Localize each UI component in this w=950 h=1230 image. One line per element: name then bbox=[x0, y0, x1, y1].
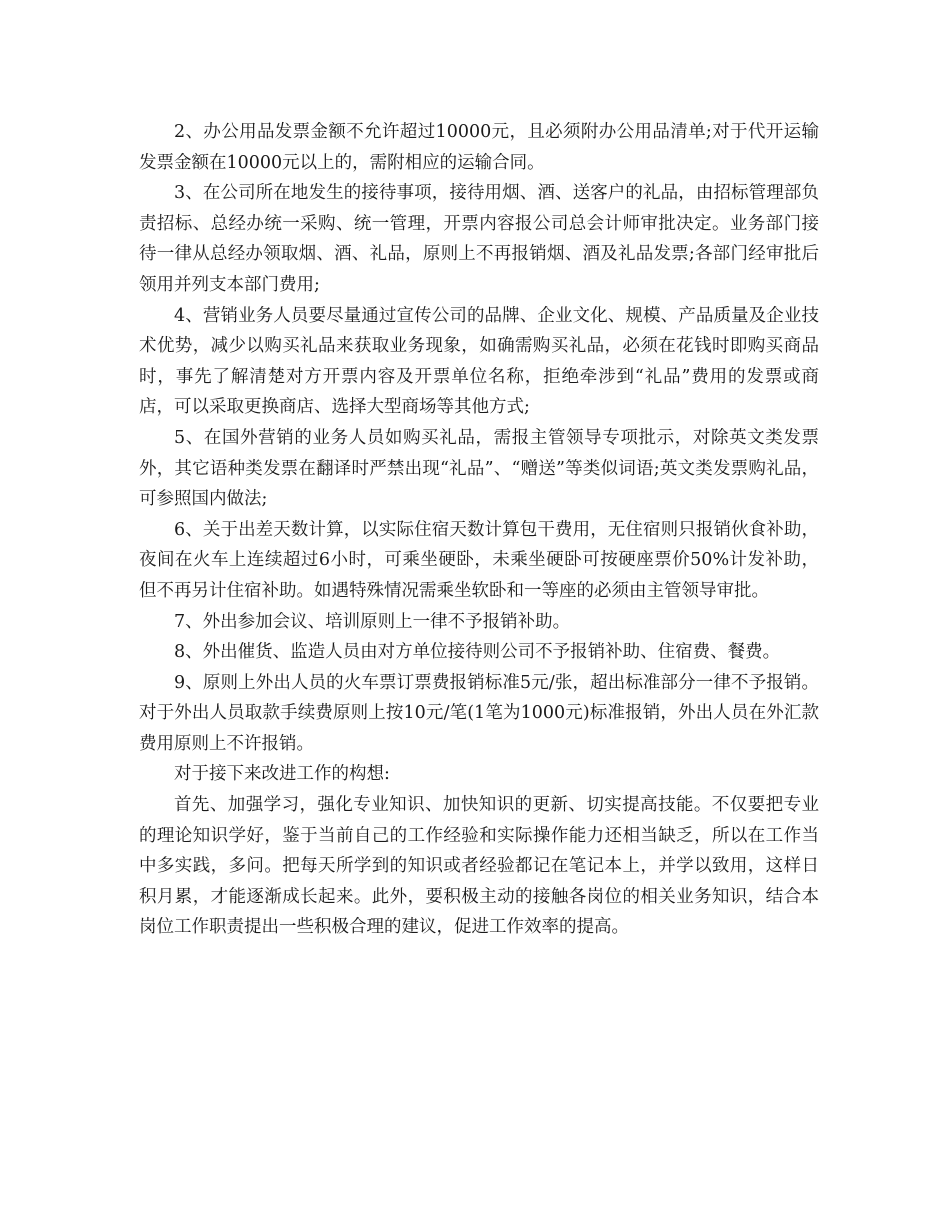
paragraph-item-6: 6、关于出差天数计算，以实际住宿天数计算包干费用，无住宿则只报销伙食补助，夜间在火车上连续超过6小时，可乘坐硬卧，未乘坐硬卧可按硬座票价50%计发补助，但不再另计住宿补助。如遇特殊情况需乘坐软卧和一等座的必须由主管领导审批。 bbox=[139, 519, 819, 601]
paragraph-item-8: 8、外出催货、监造人员由对方单位接待则公司不予报销补助、住宿费、餐费。 bbox=[174, 642, 781, 663]
paragraph-item-9: 9、原则上外出人员的火车票订票费报销标准5元/张，超出标准部分一律不予报销。对于外出人员取款手续费原则上按10元/笔(1笔为1000元)标准报销，外出人员在外汇款费用原则上不许报销。 bbox=[139, 672, 819, 754]
improvement-heading: 对于接下来改进工作的构想: bbox=[174, 764, 390, 785]
paragraph-item-5: 5、在国外营销的业务人员如购买礼品，需报主管领导专项批示，对除英文类发票外，其它语种类发票在翻译时严禁出现“礼品”、“赠送”等类似词语;英文类发票购礼品，可参照国内做法; bbox=[139, 427, 819, 510]
improvement-paragraph: 首先、加强学习，强化专业知识、加快知识的更新、切实提高技能。不仅要把专业的理论知识学好，鉴于当前自己的工作经验和实际操作能力还相当缺乏，所以在工作当中多实践，多问。把每天所学到的知识或者经验都记在笔记本上，并学以致用，这样日积月累，才能逐渐成长起来。此外，要积极主动的接触各岗位的相关业务知识，结合本岗位工作职责提出一些积极合理的建议，促进工作效率的提高。 bbox=[139, 795, 819, 938]
paragraph-item-3: 3、在公司所在地发生的接待事项，接待用烟、酒、送客户的礼品，由招标管理部负责招标、总经办统一采购、统一管理，开票内容报公司总会计师审批决定。业务部门接待一律从总经办领取烟、酒、礼品，原则上不再报销烟、酒及礼品发票;各部门经审批后领用并列支本部门费用; bbox=[139, 183, 819, 295]
document-body bbox=[139, 117, 819, 943]
paragraph-item-7: 7、外出参加会议、培训原则上一律不予报销补助。 bbox=[174, 611, 571, 632]
paragraph-item-2: 2、办公用品发票金额不允许超过10000元，且必须附办公用品清单;对于代开运输发票金额在10000元以上的，需附相应的运输合同。 bbox=[139, 122, 819, 173]
paragraph-item-4: 4、营销业务人员要尽量通过宣传公司的品牌、企业文化、规模、产品质量及企业技术优势，减少以购买礼品来获取业务现象，如确需购买礼品，必须在花钱时即购买商品时，事先了解清楚对方开票内容及开票单位名称，拒绝牵涉到“礼品”费用的发票或商店，可以采取更换商店、选择大型商场等其他方式; bbox=[139, 305, 819, 418]
